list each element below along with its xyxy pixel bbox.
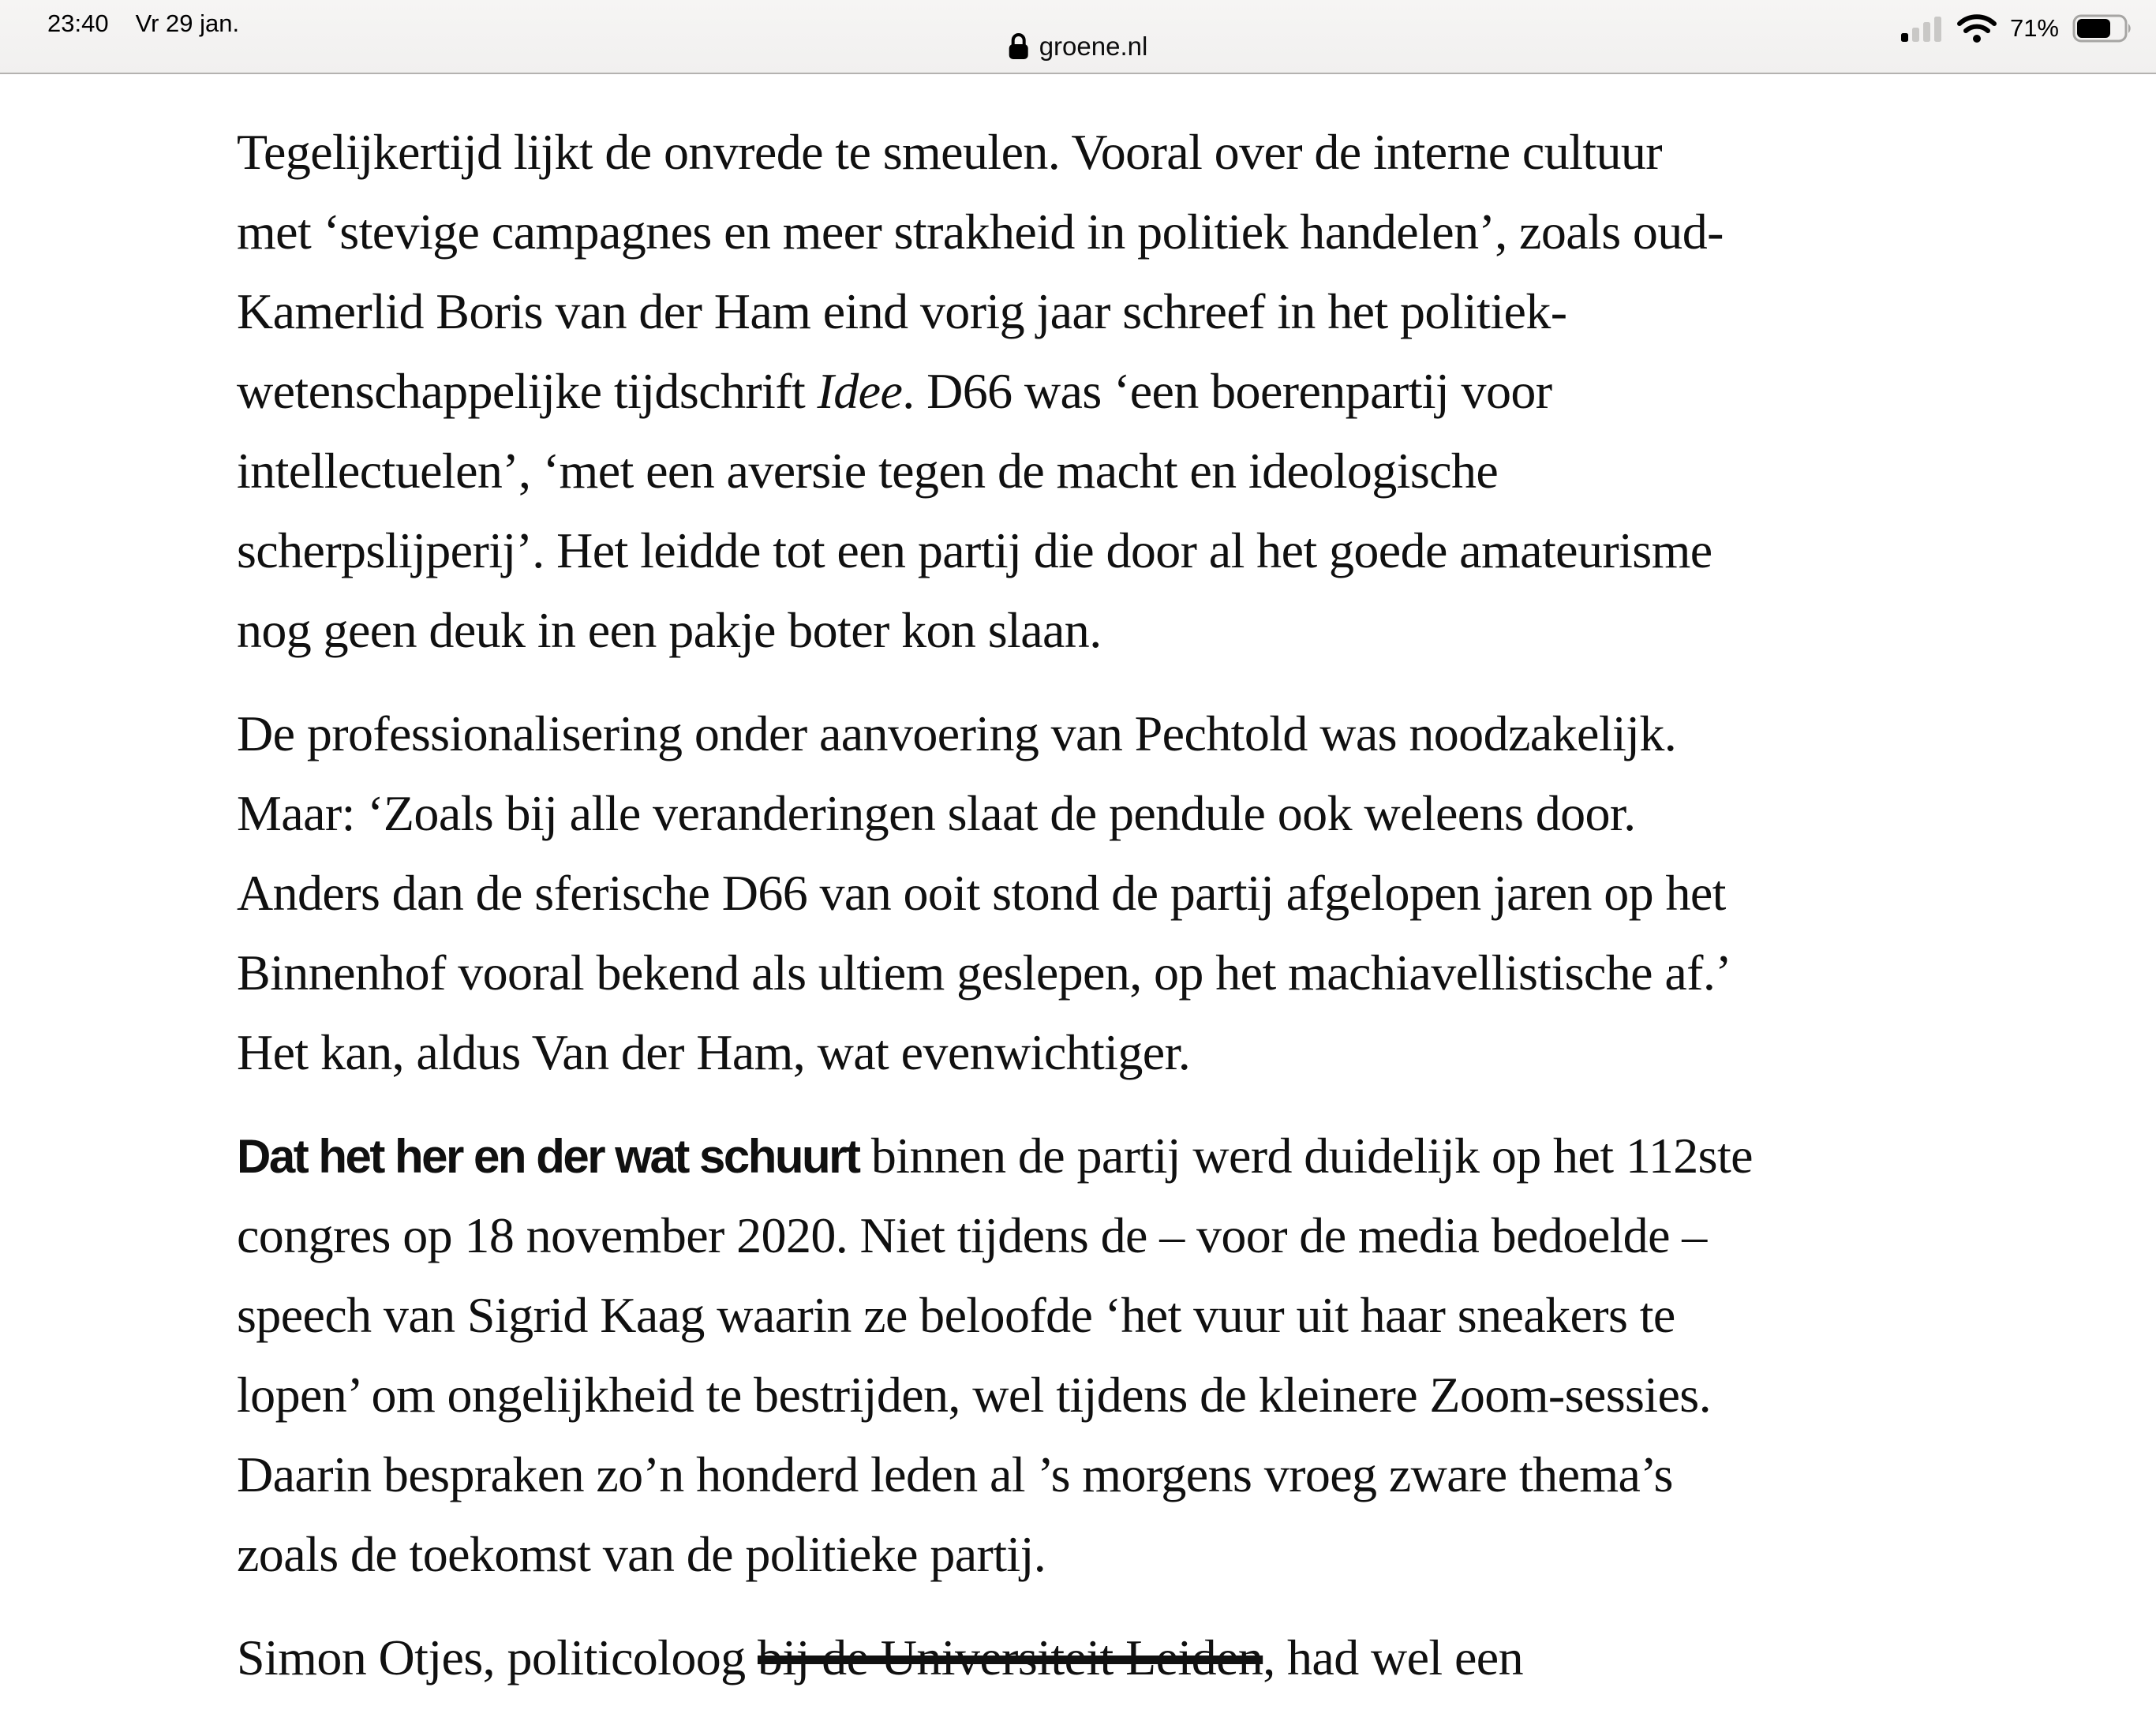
text-line: scherpslijperij’. Het leidde tot een partij die door al het goede amateurisme [237, 522, 1712, 578]
status-right [1901, 13, 2134, 44]
wifi-icon [1957, 13, 1997, 43]
strikethrough-text: bij de Universiteit Leiden [757, 1629, 1263, 1685]
bold-lead-in: Dat het her en der wat schuurt [237, 1130, 859, 1183]
text-line [237, 1618, 1997, 1697]
text-run: binnen de partij werd duidelijk op het 112ste [859, 1128, 1753, 1184]
text-run: wetenschappelijke tijdschrift [237, 363, 818, 419]
clock: 23:40 [47, 9, 109, 37]
italic-title: Idee [817, 363, 903, 419]
text-run: , had wel een [1263, 1629, 1524, 1685]
text-line: Het kan, aldus Van der Ham, wat evenwichtiger. [237, 1024, 1191, 1080]
address-bar[interactable] [1009, 32, 1148, 62]
text-line: met ‘stevige campagnes en meer strakheid in politiek handelen’, zoals oud- [237, 204, 1724, 260]
paragraph-1 [237, 112, 1997, 670]
url-domain: groene.nl [1039, 32, 1148, 61]
status-left [47, 9, 239, 38]
article-body [237, 112, 1997, 1721]
battery-percent: 71% [2009, 14, 2059, 42]
text-line: intellectuelen’, ‘met een aversie tegen de macht en ideologische [237, 443, 1499, 499]
text-line: speech van Sigrid Kaag waarin ze beloofde ‘het vuur uit haar sneakers te [237, 1287, 1675, 1343]
paragraph-2 [237, 694, 1997, 1092]
text-line: De professionalisering onder aanvoering van Pechtold was noodzakelijk. [237, 705, 1677, 761]
lock-icon [1009, 33, 1029, 60]
battery-icon [2072, 13, 2134, 44]
text-line: lopen’ om ongelijkheid te bestrijden, wel tijdens de kleinere Zoom-sessies. [237, 1367, 1712, 1423]
text-line: Binnenhof vooral bekend als ultiem geslepen, op het machiavellistische af.’ [237, 945, 1731, 1001]
text-run: . D66 was ‘een boerenpartij voor [902, 363, 1552, 419]
paragraph-3 [237, 1116, 1997, 1594]
status-url-bar [0, 0, 2156, 74]
status-date: Vr 29 jan. [135, 9, 240, 37]
text-line: nog geen deuk in een pakje boter kon slaan. [237, 602, 1102, 658]
text-run: Simon Otjes, politicoloog [237, 1629, 758, 1685]
paragraph-4 [237, 1618, 1997, 1697]
text-line: Anders dan de sferische D66 van ooit stond de partij afgelopen jaren op het [237, 865, 1726, 921]
cellular-signal-icon [1901, 14, 1944, 43]
text-line [237, 351, 1997, 431]
text-line: Tegelijkertijd lijkt de onvrede te smeulen. Vooral over de interne cultuur [237, 124, 1662, 180]
text-line: congres op 18 november 2020. Niet tijdens de – voor de media bedoelde – [237, 1207, 1707, 1263]
text-line: Kamerlid Boris van der Ham eind vorig jaar schreef in het politiek- [237, 283, 1567, 339]
text-line: Maar: ‘Zoals bij alle veranderingen slaat de pendule ook weleens door. [237, 785, 1636, 841]
text-line: Daarin bespraken zo’n honderd leden al ’s morgens vroeg zware thema’s [237, 1446, 1673, 1502]
text-line [237, 1116, 1997, 1195]
text-line: zoals de toekomst van de politieke partij. [237, 1526, 1046, 1582]
